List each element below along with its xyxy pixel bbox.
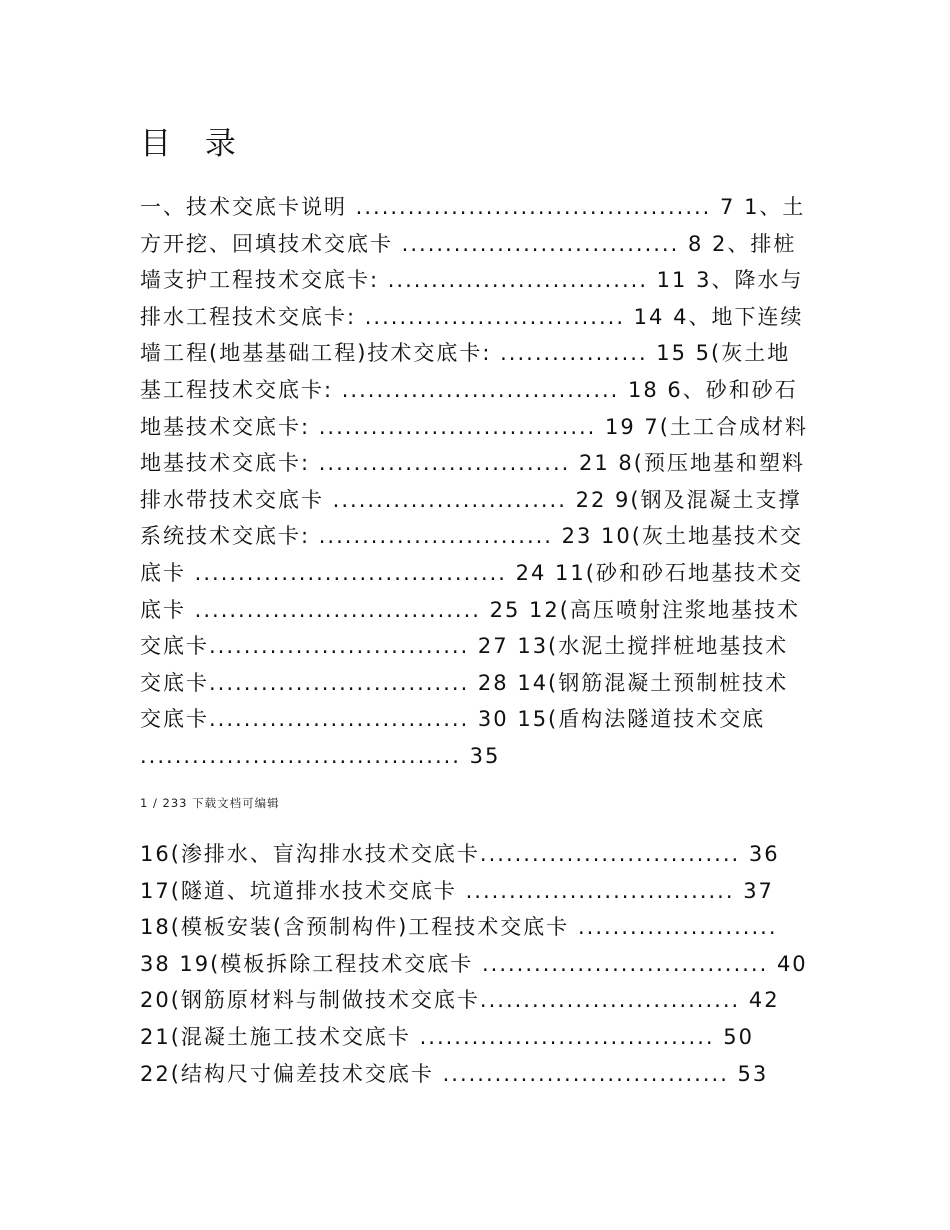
toc-line: 地基技术交底卡: ................................ 19 7(土工合成材料 [140,414,808,439]
toc-line: 22(结构尺寸偏差技术交底卡 ................................. 53 [140,1061,769,1086]
toc-line: 20(钢筋原材料与制做技术交底卡.............................. 42 [140,988,780,1013]
toc-line: 底卡 .................................... 24 11(砂和砂石地基技术交 [140,560,803,585]
toc-line: 18(模板安装(含预制构件)工程技术交底卡 ....................... [140,915,778,940]
toc-line: 方开挖、回填技术交底卡 ................................ 8 2、排桩 [140,231,797,256]
toc-line: 一、技术交底卡说明 ......................................... 7 1、土 [140,195,806,219]
page-footer: 1 / 233 下载文档可编辑 [140,796,280,810]
toc-line: 21(混凝土施工技术交底卡 .................................. 50 [140,1024,754,1049]
toc-line: 排水工程技术交底卡: .............................. 14 4、地下连续 [140,304,804,329]
toc-line: 墙工程(地基基础工程)技术交底卡: ................. 15 5(灰土地 [140,341,791,366]
toc-line: 16(渗排水、盲沟排水技术交底卡.............................. 36 [140,842,780,866]
table-of-contents-part-2 [140,836,830,1092]
toc-line: 交底卡.............................. 27 13(水泥土搅拌桩地基技术 [140,634,789,659]
toc-line: 底卡 ................................. 25 12(高压喷射注浆地基技术 [140,597,800,622]
table-of-contents-part-1 [140,189,830,775]
toc-line: 38 19(模板拆除工程技术交底卡 ................................. 40 [140,951,808,976]
toc-line: ..................................... 35 [140,743,501,768]
toc-line: 墙支护工程技术交底卡: .............................. 11 3、降水与 [140,268,804,293]
toc-line: 交底卡.............................. 28 14(钢筋混凝土预制桩技术 [140,670,789,695]
page-title: 目 录 [140,126,248,162]
toc-line: 交底卡.............................. 30 15(盾构法隧道技术交底 [140,707,766,732]
toc-line: 地基技术交底卡: ............................. 21 8(预压地基和塑料 [140,451,805,476]
toc-line: 系统技术交底卡: ........................... 23 10(灰土地基技术交 [140,524,803,549]
toc-line: 17(隧道、坑道排水技术交底卡 ............................... 37 [140,878,774,903]
toc-line: 排水带技术交底卡 ........................... 22 9(钢及混凝土支撑 [140,487,802,512]
toc-line: 基工程技术交底卡: ................................ 18 6、砂和砂石 [140,377,798,402]
